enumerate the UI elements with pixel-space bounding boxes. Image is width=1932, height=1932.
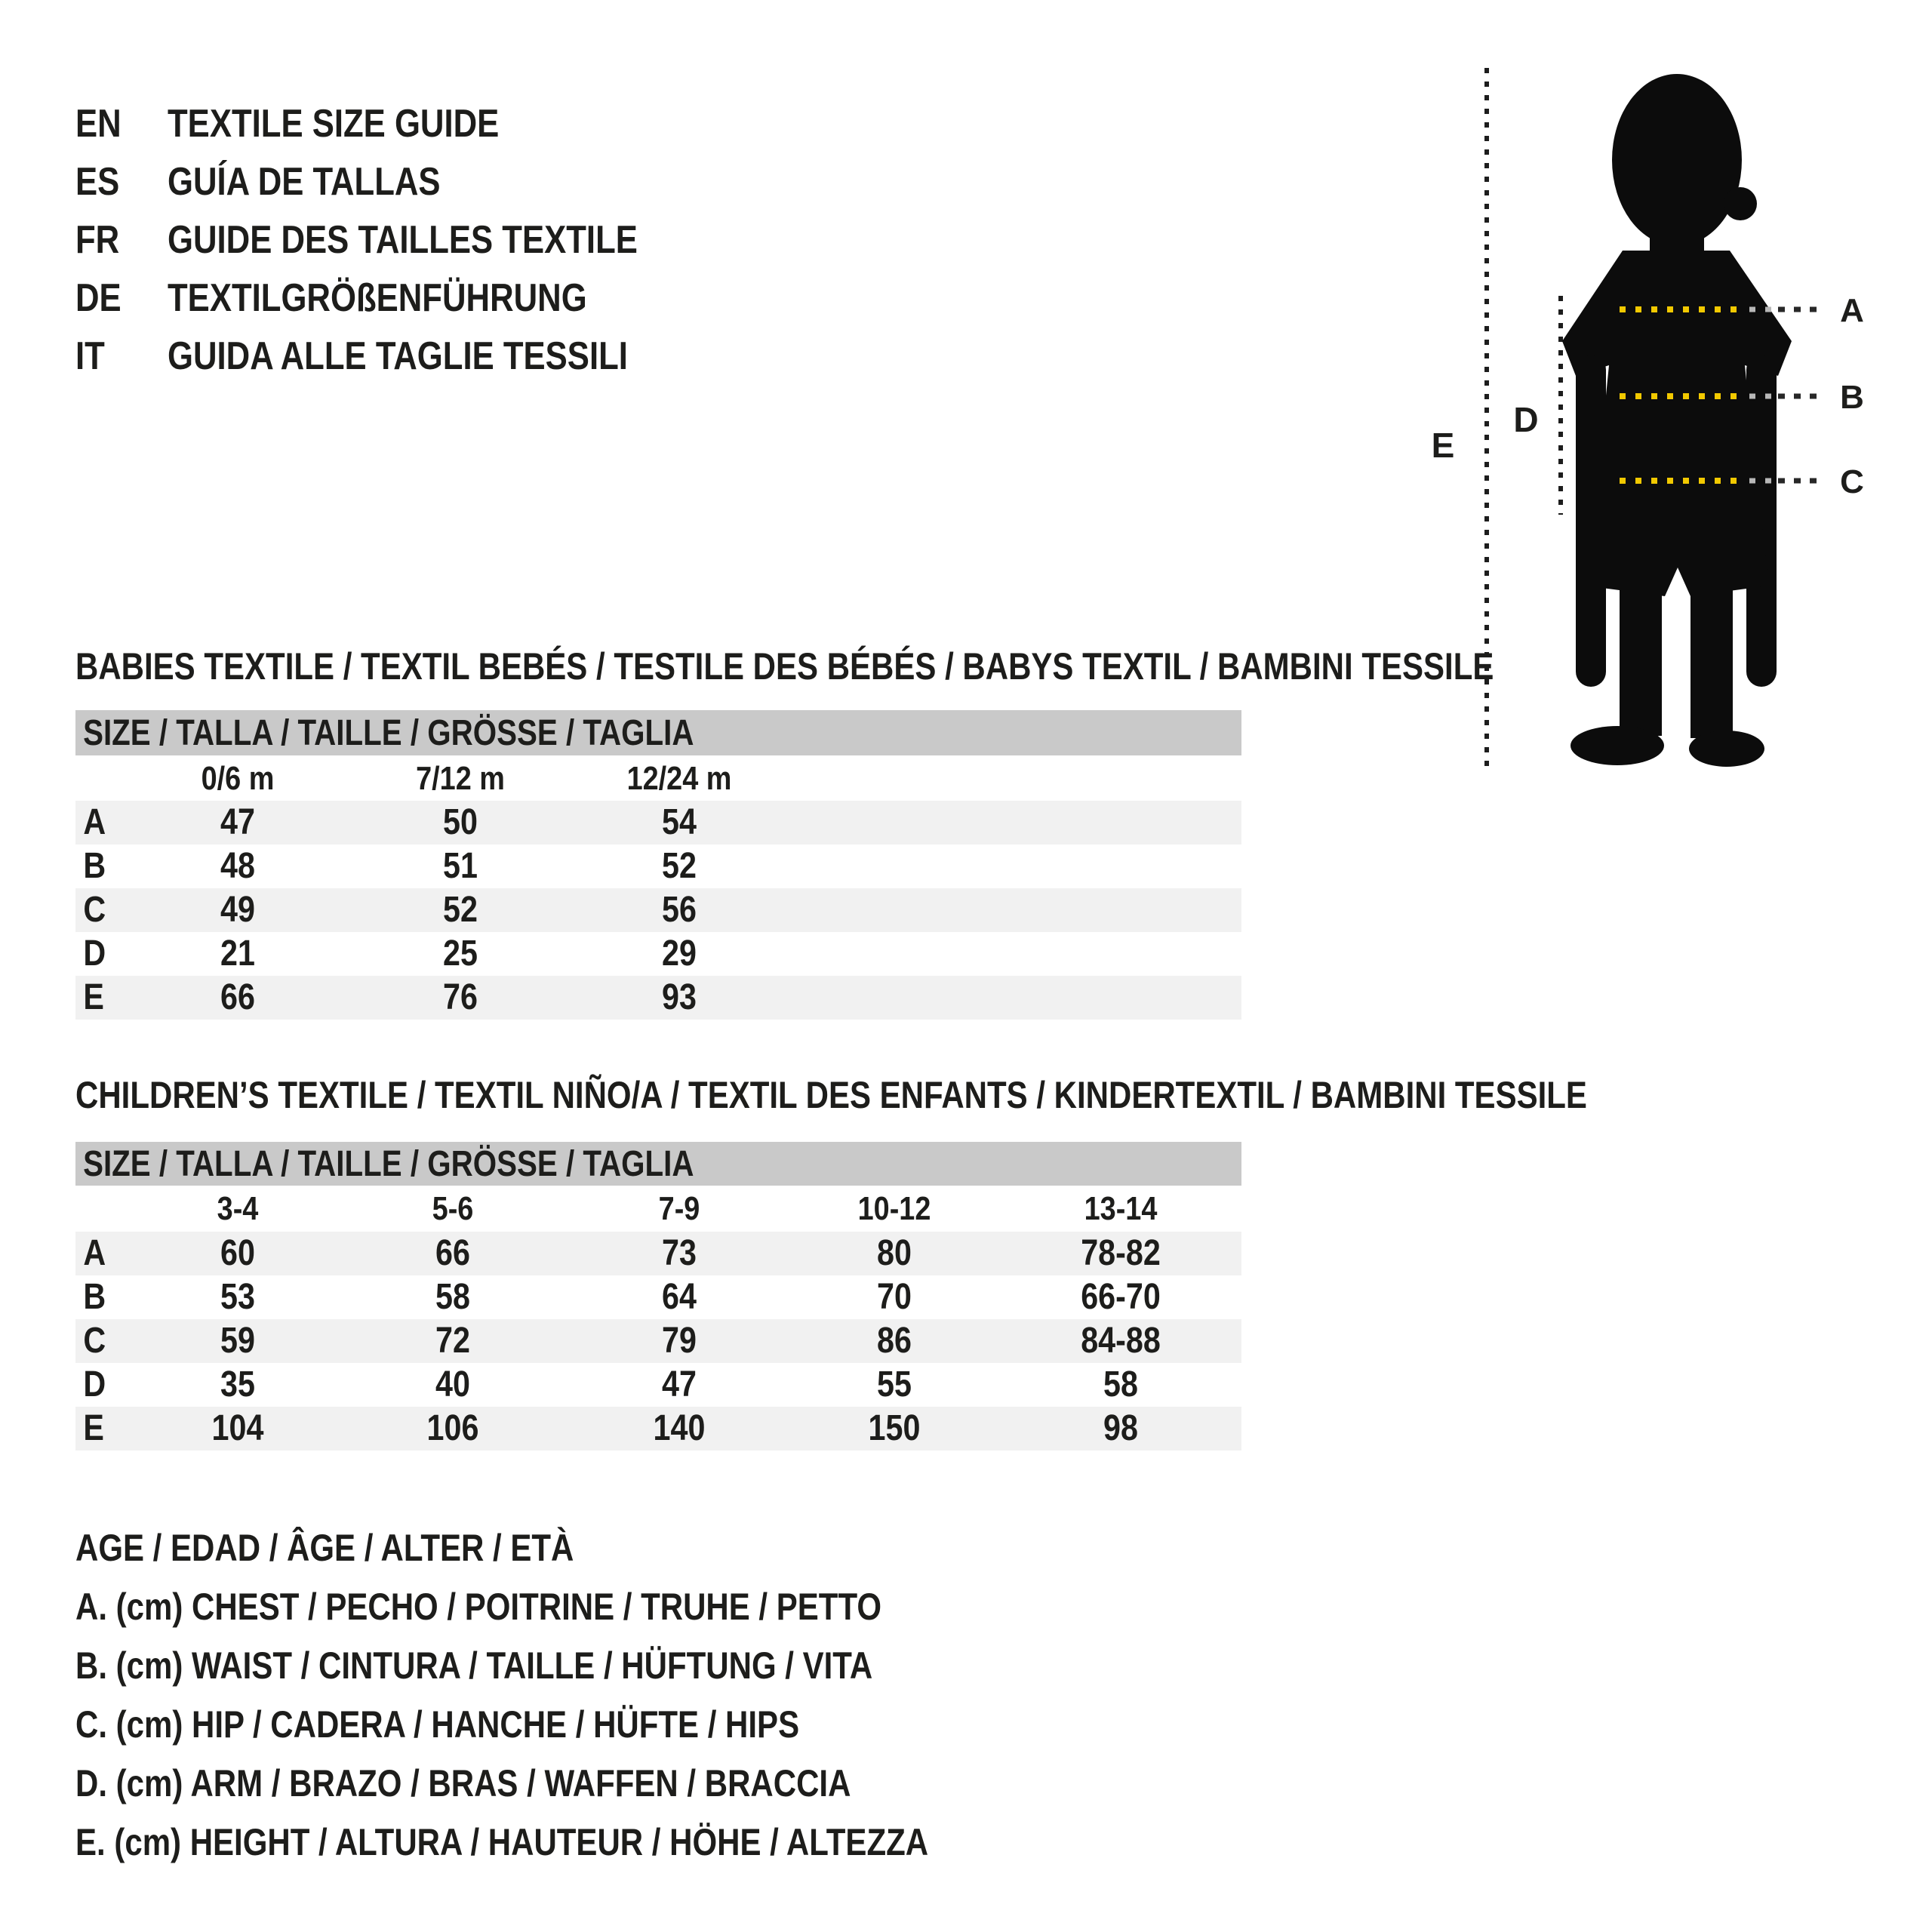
children-col-3-4: 3-4 <box>217 1190 259 1227</box>
children-b-13-14: 66-70 <box>1081 1277 1161 1317</box>
language-row-fr <box>75 211 728 269</box>
children-e-13-14: 98 <box>1103 1408 1138 1448</box>
babies-b-12-24m: 52 <box>662 846 697 886</box>
babies-row-d <box>75 932 1241 976</box>
babies-col-7-12m: 7/12 m <box>416 760 505 797</box>
children-e-3-4: 104 <box>211 1408 264 1448</box>
lang-title-en: TEXTILE SIZE GUIDE <box>168 102 500 146</box>
lang-code-it: IT <box>75 334 105 378</box>
babies-row-a <box>75 801 1241 844</box>
babies-b-7-12m: 51 <box>443 846 478 886</box>
child-silhouette-measurement-diagram <box>1396 45 1932 838</box>
babies-a-0-6m: 47 <box>220 802 255 842</box>
children-row-e-label: E <box>83 1408 104 1448</box>
babies-row-e <box>75 976 1241 1020</box>
children-size-header-bar <box>75 1142 1241 1186</box>
babies-e-0-6m: 66 <box>220 977 255 1017</box>
children-col-5-6: 5-6 <box>432 1190 474 1227</box>
children-a-5-6: 66 <box>435 1233 470 1273</box>
children-col-13-14: 13-14 <box>1084 1190 1158 1227</box>
babies-c-0-6m: 49 <box>220 890 255 930</box>
babies-e-7-12m: 76 <box>443 977 478 1017</box>
figure-label-d: D <box>1513 400 1539 439</box>
babies-row-d-label: D <box>83 934 106 974</box>
babies-size-header-bar <box>75 710 1241 755</box>
babies-row-c-label: C <box>83 890 106 930</box>
children-c-3-4: 59 <box>220 1321 255 1361</box>
children-b-7-9: 64 <box>662 1277 697 1317</box>
babies-row-e-label: E <box>83 977 104 1017</box>
babies-row-c <box>75 888 1241 932</box>
children-row-c <box>75 1319 1241 1363</box>
lang-code-en: EN <box>75 102 122 146</box>
children-a-7-9: 73 <box>662 1233 697 1273</box>
children-b-3-4: 53 <box>220 1277 255 1317</box>
children-row-e <box>75 1407 1241 1451</box>
babies-row-b <box>75 844 1241 888</box>
children-d-13-14: 58 <box>1103 1364 1138 1404</box>
lang-title-fr: GUIDE DES TAILLES TEXTILE <box>168 218 638 262</box>
children-c-13-14: 84-88 <box>1081 1321 1161 1361</box>
legend-chest: A. (cm) CHEST / PECHO / POITRINE / TRUHE / PETTO <box>75 1586 882 1628</box>
children-row-d <box>75 1363 1241 1407</box>
figure-label-b: B <box>1840 379 1864 416</box>
language-row-en <box>75 95 562 153</box>
children-d-5-6: 40 <box>435 1364 470 1404</box>
children-column-header-row <box>75 1186 1241 1232</box>
legend-hip: C. (cm) HIP / CADERA / HANCHE / HÜFTE / HIPS <box>75 1703 800 1746</box>
children-c-10-12: 86 <box>877 1321 912 1361</box>
lang-code-fr: FR <box>75 218 120 262</box>
legend-arm: D. (cm) ARM / BRAZO / BRAS / WAFFEN / BRACCIA <box>75 1762 851 1804</box>
babies-e-12-24m: 93 <box>662 977 697 1017</box>
children-row-b <box>75 1275 1241 1319</box>
legend-age: AGE / EDAD / ÂGE / ALTER / ETÀ <box>75 1527 574 1569</box>
children-d-3-4: 35 <box>220 1364 255 1404</box>
lang-title-es: GUÍA DE TALLAS <box>168 160 441 204</box>
babies-a-12-24m: 54 <box>662 802 697 842</box>
lang-title-de: TEXTILGRÖßENFÜHRUNG <box>168 276 587 320</box>
babies-row-a-label: A <box>83 802 106 842</box>
children-size-header-text: SIZE / TALLA / TAILLE / GRÖSSE / TAGLIA <box>83 1143 694 1184</box>
children-row-b-label: B <box>83 1277 106 1317</box>
babies-d-7-12m: 25 <box>443 934 478 974</box>
lang-code-es: ES <box>75 160 120 204</box>
children-row-c-label: C <box>83 1321 106 1361</box>
language-row-es <box>75 153 492 211</box>
figure-label-a: A <box>1840 292 1864 329</box>
lang-code-de: DE <box>75 276 122 320</box>
babies-d-12-24m: 29 <box>662 934 697 974</box>
babies-col-12-24m: 12/24 m <box>626 760 732 797</box>
children-c-7-9: 79 <box>662 1321 697 1361</box>
children-row-d-label: D <box>83 1364 106 1404</box>
children-a-10-12: 80 <box>877 1233 912 1273</box>
babies-d-0-6m: 21 <box>220 934 255 974</box>
children-row-a-label: A <box>83 1233 106 1273</box>
babies-c-7-12m: 52 <box>443 890 478 930</box>
children-a-13-14: 78-82 <box>1081 1233 1161 1273</box>
language-row-de <box>75 269 667 328</box>
children-e-5-6: 106 <box>426 1408 479 1448</box>
language-row-it <box>75 328 715 386</box>
children-section-title: CHILDREN’S TEXTILE / TEXTIL NIÑO/A / TEXTIL DES ENFANTS / KINDERTEXTIL / BAMBINI TESSILE <box>75 1074 1587 1116</box>
legend-height: E. (cm) HEIGHT / ALTURA / HAUTEUR / HÖHE / ALTEZZA <box>75 1821 929 1863</box>
babies-col-0-6m: 0/6 m <box>201 760 275 797</box>
lang-title-it: GUIDA ALLE TAGLIE TESSILI <box>168 334 628 378</box>
figure-label-c: C <box>1840 463 1864 500</box>
children-b-5-6: 58 <box>435 1277 470 1317</box>
babies-column-header-row <box>75 757 1241 801</box>
babies-a-7-12m: 50 <box>443 802 478 842</box>
babies-b-0-6m: 48 <box>220 846 255 886</box>
children-col-10-12: 10-12 <box>857 1190 931 1227</box>
children-c-5-6: 72 <box>435 1321 470 1361</box>
children-row-a <box>75 1232 1241 1275</box>
figure-label-e: E <box>1431 426 1455 465</box>
children-b-10-12: 70 <box>877 1277 912 1317</box>
children-d-10-12: 55 <box>877 1364 912 1404</box>
children-a-3-4: 60 <box>220 1233 255 1273</box>
children-col-7-9: 7-9 <box>658 1190 700 1227</box>
babies-size-header-text: SIZE / TALLA / TAILLE / GRÖSSE / TAGLIA <box>83 712 694 753</box>
babies-section-title: BABIES TEXTILE / TEXTIL BEBÉS / TESTILE DES BÉBÉS / BABYS TEXTIL / BAMBINI TESSILE <box>75 645 1494 688</box>
babies-c-12-24m: 56 <box>662 890 697 930</box>
babies-row-b-label: B <box>83 846 106 886</box>
children-d-7-9: 47 <box>662 1364 697 1404</box>
legend-waist: B. (cm) WAIST / CINTURA / TAILLE / HÜFTUNG / VITA <box>75 1644 873 1687</box>
children-e-7-9: 140 <box>653 1408 706 1448</box>
children-e-10-12: 150 <box>868 1408 921 1448</box>
